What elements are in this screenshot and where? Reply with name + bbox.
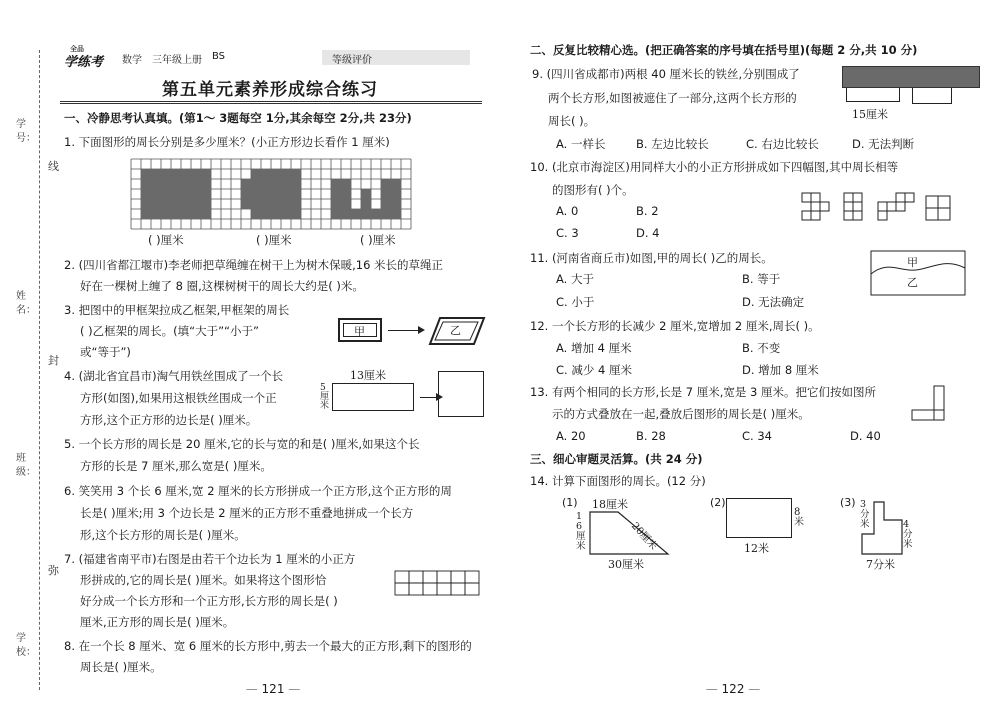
question-6-line-3: 形,这个长方形的周长是( )厘米。 — [80, 528, 246, 542]
page-number-122: — 122 — — [705, 682, 761, 696]
grid-shaded-cell — [161, 209, 171, 219]
q12-option-d: D. 增加 8 厘米 — [742, 363, 819, 377]
question-7-line-4: 厘米,正方形的周长是( )厘米。 — [80, 615, 235, 629]
grid-shaded-cell — [141, 189, 151, 199]
grid-shaded-cell — [161, 199, 171, 209]
q11-figure — [870, 250, 966, 296]
q9-option-b: B. 左边比较长 — [636, 137, 709, 151]
grid-shaded-cell — [191, 189, 201, 199]
question-3-line-2: ( )乙框架的周长。(填“大于”“小于” — [80, 324, 259, 338]
q3-frame-jia — [338, 318, 382, 342]
fig-3-right-label: 4分米 — [903, 519, 913, 550]
fig-1-trapezoid — [588, 510, 672, 556]
grid-shaded-cell — [171, 179, 181, 189]
q4-square — [438, 371, 484, 417]
grid-shaded-cell — [291, 169, 301, 179]
grid-shaded-cell — [381, 189, 391, 199]
question-2-line-1: 2. (四川省都江堰市)李老师把草绳缠在树干上为树木保暖,16 米长的草绳正 — [64, 258, 444, 272]
q7-square-figure — [394, 570, 484, 606]
q13-option-b: B. 28 — [636, 429, 666, 443]
q12-option-c: C. 减少 4 厘米 — [556, 363, 632, 377]
grid-shaded-cell — [261, 169, 271, 179]
question-2-line-2: 好在一棵树上缠了 8 圈,这棵树树干的周长大约是( )米。 — [80, 279, 364, 293]
q3-label-yi: 乙 — [450, 324, 461, 337]
question-13-line-2: 示的方式叠放在一起,叠放后图形的周长是( )厘米。 — [552, 407, 810, 421]
q13-figure — [910, 384, 950, 422]
page-title: 第五单元素养形成综合练习 — [162, 80, 378, 100]
grid-shaded-cell — [241, 199, 251, 209]
grid-shaded-cell — [261, 189, 271, 199]
grid-shaded-cell — [261, 209, 271, 219]
q12-option-b: B. 不变 — [742, 341, 781, 355]
section-1-heading: 一、冷静思考认真填。(第1～ 3题每空 1分,其余每空 2分,共 23分) — [64, 111, 412, 125]
grid-shaded-cell — [201, 179, 211, 189]
grid-shaded-cell — [291, 209, 301, 219]
section-2-heading: 二、反复比较精心选。(把正确答案的序号填在括号里)(每题 2 分,共 10 分) — [530, 43, 918, 57]
q12-option-a: A. 增加 4 厘米 — [556, 341, 632, 355]
q9-figure — [842, 66, 980, 126]
q9-option-c: C. 右边比较长 — [746, 137, 819, 151]
fig-2-height-label: 8米 — [794, 507, 804, 528]
grid-shaded-cell — [171, 169, 181, 179]
grid-shaded-cell — [251, 199, 261, 209]
q11-label-yi: 乙 — [907, 276, 918, 289]
grid-shaded-cell — [331, 209, 341, 219]
section-3-heading: 三、细心审题灵活算。(共 24 分) — [530, 452, 703, 466]
grid-shaded-cell — [331, 189, 341, 199]
grid-shaded-cell — [251, 179, 261, 189]
question-8-line-1: 8. 在一个长 8 厘米、宽 6 厘米的长方形中,剪去一个最大的正方形,剩下的图形的 — [64, 639, 472, 653]
grid-shaded-cell — [331, 199, 341, 209]
grade-label: 三年级上册 — [152, 55, 202, 66]
q11-option-c: C. 小于 — [556, 295, 595, 309]
q3-label-jia: 甲 — [354, 325, 365, 338]
fig-1-height-label: 16厘米 — [576, 511, 586, 552]
grid-shaded-cell — [281, 209, 291, 219]
grid-shaded-cell — [281, 189, 291, 199]
question-3-line-3: 或“等于”) — [80, 345, 131, 359]
question-10-line-1: 10. (北京市海淀区)用同样大小的小正方形拼成如下四幅图,其中周长相等 — [530, 160, 899, 174]
page-number-text: 122 — [721, 682, 745, 696]
q4-width-label: 5厘米 — [320, 383, 330, 411]
grid-shaded-cell — [191, 209, 201, 219]
grid-shaded-cell — [361, 189, 371, 199]
page-122 — [530, 0, 980, 722]
gutter-mark-seal: 封 — [48, 354, 59, 367]
grid-shaded-cell — [181, 189, 191, 199]
grid-shaded-cell — [271, 189, 281, 199]
page-number-text: 121 — [261, 682, 285, 696]
fig-1-number: (1) — [562, 496, 578, 509]
grid-shaded-cell — [361, 209, 371, 219]
grid-shaded-cell — [201, 199, 211, 209]
grid-shaded-cell — [151, 189, 161, 199]
gutter-label-class: 班级： — [16, 453, 36, 478]
question-14: 14. 计算下面图形的周长。(12 分) — [530, 474, 706, 488]
question-7-line-1: 7. (福建省南平市)右图是由若干个边长为 1 厘米的小正方 — [64, 552, 356, 566]
question-6-line-2: 长是( )厘米;用 3 个边长是 2 厘米的正方形不重叠地拼成一个长方 — [80, 506, 414, 520]
grid-shaded-cell — [341, 199, 351, 209]
question-7-line-2: 形拼成的,它的周长是( )厘米。如果将这个图形恰 — [80, 573, 327, 587]
grid-shaded-cell — [181, 199, 191, 209]
grid-shaded-cell — [381, 199, 391, 209]
grid-shaded-cell — [261, 199, 271, 209]
grid-shaded-cell — [141, 179, 151, 189]
q10-figures — [800, 190, 954, 228]
grid-shaded-cell — [381, 209, 391, 219]
question-3-line-1: 3. 把图中的甲框架拉成乙框架,甲框架的周长 — [64, 303, 290, 317]
grid-shaded-cell — [191, 199, 201, 209]
grid-shaded-cell — [271, 169, 281, 179]
q10-option-b: B. 2 — [636, 204, 659, 218]
q9-width-label: 15厘米 — [852, 108, 888, 121]
grid-shaded-cell — [361, 199, 371, 209]
grid-shaded-cell — [271, 209, 281, 219]
question-5-line-1: 5. 一个长方形的周长是 20 厘米,它的长与宽的和是( )厘米,如果这个长 — [64, 437, 420, 451]
arrow-icon — [388, 330, 422, 331]
grid-shaded-cell — [141, 169, 151, 179]
grid-shaded-cell — [171, 209, 181, 219]
q4-length-label: 13厘米 — [350, 369, 386, 382]
q9-option-a: A. 一样长 — [556, 137, 606, 151]
grid-shaded-cell — [271, 199, 281, 209]
question-4-line-2: 方形(如图),如果用这根铁丝围成一个正 — [80, 391, 277, 405]
q9-cover-bar — [842, 66, 980, 88]
grid-shaded-cell — [261, 179, 271, 189]
grid-shaded-cell — [201, 169, 211, 179]
grid-shaded-cell — [281, 179, 291, 189]
grid-shaded-cell — [351, 209, 361, 219]
grid-shaded-cell — [251, 169, 261, 179]
brand-main: 学练考 — [64, 55, 104, 70]
gutter-label-student-no: 学号： — [16, 119, 36, 144]
arrow-head-icon — [418, 326, 425, 334]
q10-option-d: D. 4 — [636, 226, 660, 240]
q11-option-d: D. 无法确定 — [742, 295, 805, 309]
rating-label: 等级评价 — [332, 55, 372, 66]
grid-shaded-cell — [181, 179, 191, 189]
grid-shaded-cell — [151, 169, 161, 179]
q9-right-rect — [912, 88, 952, 104]
grid-shaded-cell — [291, 179, 301, 189]
grid-shaded-cell — [251, 189, 261, 199]
grid-shaded-cell — [181, 209, 191, 219]
question-10-line-2: 的图形有( )个。 — [552, 183, 634, 197]
grid-shaded-cell — [191, 169, 201, 179]
grid-shaded-cell — [291, 189, 301, 199]
fig-1-bottom-label: 30厘米 — [608, 558, 644, 571]
question-9-line-3: 周长( )。 — [548, 114, 596, 128]
grid-shaded-cell — [391, 189, 401, 199]
grid-shaded-cell — [241, 179, 251, 189]
grid-shaded-cell — [341, 189, 351, 199]
gutter-mark-line: 线 — [48, 160, 59, 173]
brand-logo — [64, 45, 114, 70]
grid-shaded-cell — [151, 199, 161, 209]
fig-1-slant-label: 20厘米 — [628, 520, 659, 553]
fig-2-number: (2) — [710, 496, 726, 509]
grid-shaded-cell — [161, 179, 171, 189]
grid-shaded-cell — [281, 199, 291, 209]
fig-3-bottom-label: 7分米 — [866, 558, 895, 571]
grid-shaded-cell — [371, 209, 381, 219]
gutter-mark-seal2: 弥 — [48, 564, 59, 577]
grid-shaded-cell — [201, 189, 211, 199]
fig-1-top-label: 18厘米 — [592, 498, 628, 511]
grid-shaded-cell — [271, 179, 281, 189]
grid-shaded-cell — [391, 179, 401, 189]
q13-option-d: D. 40 — [850, 429, 881, 443]
gutter-label-name: 姓名： — [16, 291, 36, 316]
q13-option-c: C. 34 — [742, 429, 772, 443]
grid-shaded-cell — [381, 179, 391, 189]
question-6-line-1: 6. 笑笑用 3 个长 6 厘米,宽 2 厘米的长方形拼成一个正方形,这个正方形的周 — [64, 484, 452, 498]
question-1: 1. 下面图形的周长分别是多少厘米？(小正方形边长看作 1 厘米) — [64, 135, 390, 149]
question-4-line-3: 方形,这个正方形的边长是( )厘米。 — [80, 413, 258, 427]
grid-shaded-cell — [251, 209, 261, 219]
q9-option-d: D. 无法判断 — [852, 137, 915, 151]
grid-shaded-cell — [161, 189, 171, 199]
q13-option-a: A. 20 — [556, 429, 586, 443]
page-121 — [60, 0, 490, 722]
grid-shaded-cell — [171, 199, 181, 209]
fig-3-left-label: 3分米 — [860, 499, 870, 530]
grid-shaded-cell — [151, 179, 161, 189]
header-band — [60, 45, 470, 70]
grid-shaded-cell — [281, 169, 291, 179]
rating-box — [322, 50, 470, 65]
grid-shaded-cell — [391, 209, 401, 219]
grid-shaded-cell — [241, 189, 251, 199]
fig-3-number: (3) — [840, 496, 856, 509]
page-number-121: — 121 — — [245, 682, 301, 696]
grid-shaded-cell — [191, 179, 201, 189]
question-9-line-2: 两个长方形,如图被遮住了一部分,这两个长方形的 — [548, 91, 797, 105]
question-4-line-1: 4. (湖北省宜昌市)淘气用铁丝围成了一个长 — [64, 369, 284, 383]
question-12: 12. 一个长方形的长减少 2 厘米,宽增加 2 厘米,周长( )。 — [530, 319, 820, 333]
brand-top: 全品 — [70, 45, 84, 53]
title-rule — [60, 101, 482, 104]
q9-left-rect — [846, 88, 900, 102]
grid-shaded-cell — [291, 199, 301, 209]
q11-label-jia: 甲 — [907, 256, 918, 269]
grid-shaded-cell — [171, 189, 181, 199]
fig-2-rectangle — [726, 498, 792, 538]
question-13-line-1: 13. 有两个相同的长方形,长是 7 厘米,宽是 3 厘米。把它们按如图所 — [530, 385, 877, 399]
q4-rectangle — [332, 383, 414, 411]
grid-shaded-cell — [341, 209, 351, 219]
q1-answer-3: ( )厘米 — [360, 233, 396, 247]
grid-shaded-cell — [161, 169, 171, 179]
grid-shaded-cell — [141, 199, 151, 209]
q10-option-a: A. 0 — [556, 204, 579, 218]
grid-shaded-cell — [181, 169, 191, 179]
question-9-line-1: 9. (四川省成都市)两根 40 厘米长的铁丝,分别围成了 — [532, 67, 800, 81]
grid-shaded-cell — [341, 179, 351, 189]
q10-option-c: C. 3 — [556, 226, 579, 240]
q1-answer-1: ( )厘米 — [148, 233, 184, 247]
grid-shaded-cell — [391, 199, 401, 209]
question-11: 11. (河南省商丘市)如图,甲的周长( )乙的周长。 — [530, 251, 773, 265]
question-8-line-2: 周长是( )厘米。 — [80, 660, 162, 674]
grid-shaded-cell — [331, 179, 341, 189]
q11-option-b: B. 等于 — [742, 272, 781, 286]
grid-shaded-cell — [151, 209, 161, 219]
question-5-line-2: 方形的长是 7 厘米,那么宽是( )厘米。 — [80, 459, 272, 473]
q1-grid-figure — [130, 158, 412, 230]
q11-option-a: A. 大于 — [556, 272, 594, 286]
fig-2-width-label: 12米 — [744, 542, 769, 555]
q1-answer-2: ( )厘米 — [256, 233, 292, 247]
grid-shaded-cell — [201, 209, 211, 219]
question-7-line-3: 好分成一个长方形和一个正方形,长方形的周长是( ) — [80, 594, 338, 608]
grid-shaded-cell — [141, 209, 151, 219]
subject-label: 数学 — [122, 55, 142, 66]
gutter-label-school: 学校： — [16, 633, 36, 658]
edition-label: BS — [212, 51, 226, 62]
